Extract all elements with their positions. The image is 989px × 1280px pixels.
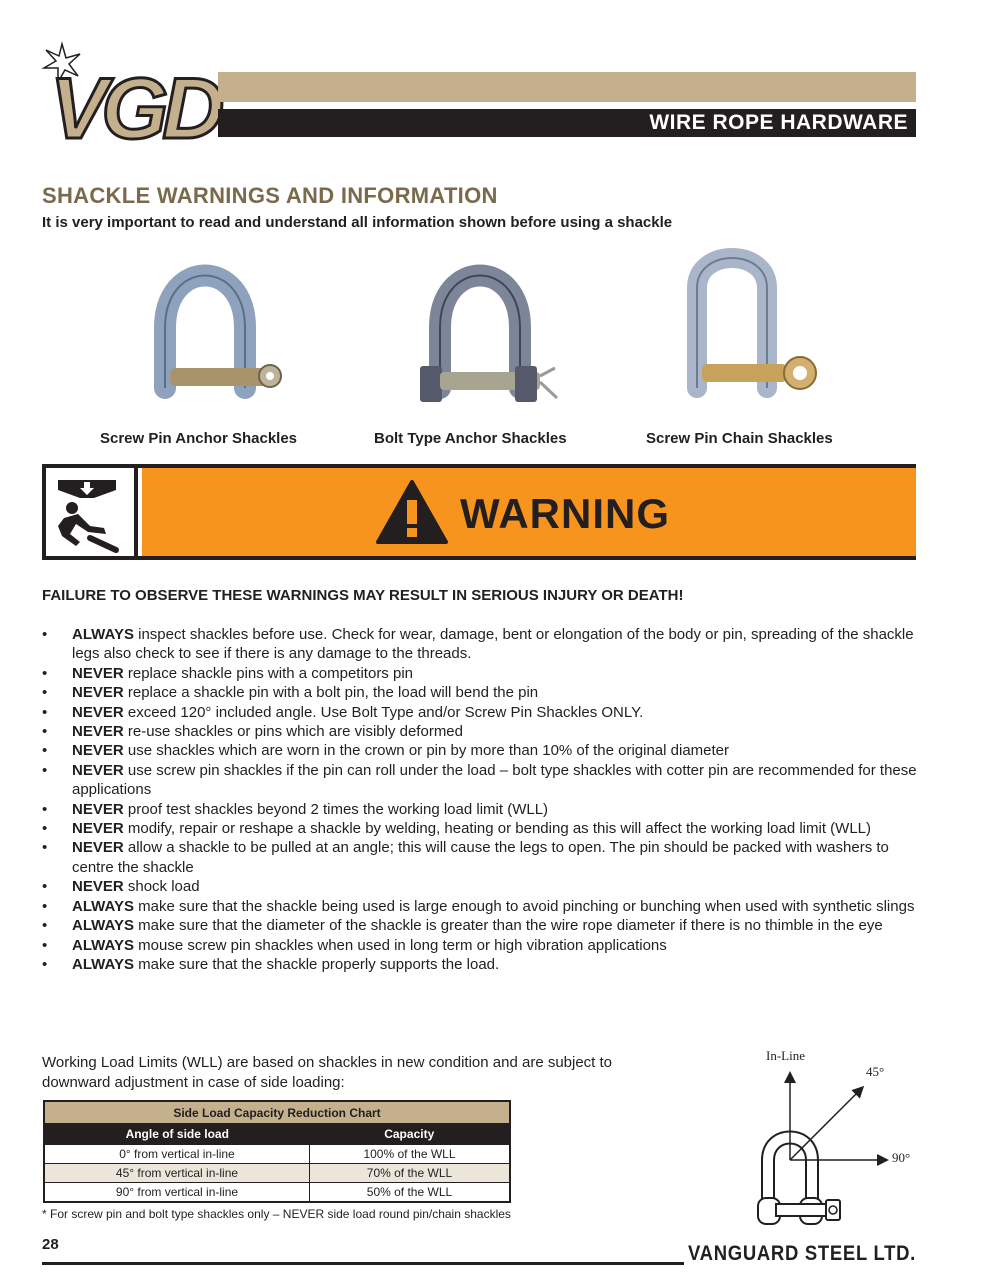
header-title: WIRE ROPE HARDWARE: [649, 111, 908, 134]
table-cell-capacity: 100% of the WLL: [309, 1144, 509, 1163]
warning-item: [42, 761, 922, 800]
warning-text: inspect shackles before use. Check for wear, damage, bent or elongation of the body or pin, spreading of the shackle legs also check to see if there is any damage to the threads.: [72, 626, 914, 663]
section-subtitle: It is very important to read and understand all information shown before using a shackle: [42, 214, 673, 231]
warning-banner: [42, 464, 916, 560]
warning-keyword: NEVER: [72, 839, 124, 857]
warning-text: replace shackle pins with a competitors pin: [123, 664, 413, 682]
warning-text: replace a shackle pin with a bolt pin, the load will bend the pin: [123, 684, 539, 702]
warning-keyword: ALWAYS: [72, 955, 134, 973]
warning-item: [42, 897, 922, 916]
table-cell-angle: 45° from vertical in-line: [45, 1163, 309, 1182]
warning-text: re-use shackles or pins which are visibly deformed: [123, 723, 463, 741]
diagram-label-45: 45°: [866, 1064, 885, 1079]
warning-text: shock load: [123, 878, 200, 896]
product-label-bolt-type-anchor: Bolt Type Anchor Shackles: [374, 430, 567, 447]
table-header-angle: Angle of side load: [45, 1124, 309, 1144]
warning-word: WARNING: [460, 490, 670, 537]
warning-item: [42, 916, 922, 935]
warning-item: [42, 741, 922, 760]
table-row: [45, 1163, 509, 1182]
warning-keyword: NEVER: [72, 664, 124, 682]
warning-item: [42, 955, 922, 974]
failure-statement: FAILURE TO OBSERVE THESE WARNINGS MAY RESULT IN SERIOUS INJURY OR DEATH!: [42, 587, 684, 604]
bolt-type-anchor-shackle-icon: [405, 248, 565, 418]
warning-item: [42, 877, 922, 896]
warning-text: use shackles which are worn in the crown or pin by more than 10% of the original diameter: [123, 742, 729, 760]
table-row: [45, 1182, 509, 1201]
warning-keyword: ALWAYS: [72, 936, 134, 954]
vgd-logo: [40, 42, 219, 157]
header-tan-band: [218, 72, 916, 102]
warning-keyword: NEVER: [72, 703, 124, 721]
warnings-list: [42, 625, 922, 974]
side-load-angle-diagram: [740, 1040, 940, 1230]
shackle-outline-icon: [758, 1132, 840, 1225]
warning-text: proof test shackles beyond 2 times the working load limit (WLL): [123, 800, 549, 818]
falling-load-hazard-icon: [46, 468, 138, 556]
page-number: 28: [42, 1236, 59, 1253]
exclamation-triangle-icon: [376, 480, 448, 549]
warning-text: modify, repair or reshape a shackle by welding, heating or bending as this will affect the working load limit (WLL): [123, 820, 871, 838]
wll-intro-text: Working Load Limits (WLL) are based on shackles in new condition and are subject to downward adjustment in case of side loading:: [42, 1054, 613, 1091]
footer-brand: VANGUARD STEEL LTD.: [688, 1242, 916, 1265]
warning-keyword: NEVER: [72, 800, 124, 818]
header-title-band: [218, 109, 916, 137]
table-cell-capacity: 50% of the WLL: [309, 1182, 509, 1201]
logo-wordmark: VGD: [50, 61, 219, 157]
diagram-arrow-45: [790, 1088, 862, 1160]
warning-item: [42, 838, 922, 877]
table-cell-angle: 0° from vertical in-line: [45, 1144, 309, 1163]
warning-keyword: ALWAYS: [72, 917, 134, 935]
warning-keyword: NEVER: [72, 820, 124, 838]
warning-text: allow a shackle to be pulled at an angle; this will cause the legs to open. The pin should be packed with washers to centre the shackle: [72, 839, 889, 876]
warning-keyword: NEVER: [72, 742, 124, 760]
table-cell-capacity: 70% of the WLL: [309, 1163, 509, 1182]
warning-item: [42, 936, 922, 955]
warning-keyword: NEVER: [72, 723, 124, 741]
screw-pin-chain-shackle-icon: [672, 248, 832, 418]
warning-item: [42, 819, 922, 838]
warning-item: [42, 722, 922, 741]
product-label-screw-pin-chain: Screw Pin Chain Shackles: [646, 430, 833, 447]
warning-keyword: NEVER: [72, 684, 124, 702]
warning-orange-panel: [142, 468, 916, 556]
warning-keyword: ALWAYS: [72, 626, 134, 643]
warning-item: [42, 703, 922, 722]
product-label-screw-pin-anchor: Screw Pin Anchor Shackles: [100, 430, 298, 447]
side-load-table: [43, 1100, 511, 1203]
screw-pin-anchor-shackle-icon: [130, 248, 290, 418]
warning-item: [42, 683, 922, 702]
warning-text: exceed 120° included angle. Use Bolt Type and/or Screw Pin Shackles ONLY.: [123, 703, 644, 721]
table-row: [45, 1144, 509, 1163]
section-title: SHACKLE WARNINGS AND INFORMATION: [42, 183, 498, 208]
diagram-label-inline: In-Line: [766, 1048, 805, 1063]
table-header-capacity: Capacity: [309, 1124, 509, 1144]
warning-item: [42, 625, 922, 664]
warning-item: [42, 664, 922, 683]
warning-text: use screw pin shackles if the pin can roll under the load – bolt type shackles with cotter pin are recommended for these applications: [72, 761, 917, 799]
warning-keyword: NEVER: [72, 878, 124, 896]
warning-text: make sure that the shackle properly supports the load.: [133, 955, 500, 973]
warning-text: make sure that the shackle being used is large enough to avoid pinching or bunching when used with synthetic slings: [133, 897, 915, 915]
diagram-label-90: 90°: [892, 1150, 911, 1165]
warning-text: mouse screw pin shackles when used in long term or high vibration applications: [133, 936, 667, 954]
footer-rule: [42, 1262, 684, 1265]
table-footnote: * For screw pin and bolt type shackles only – NEVER side load round pin/chain shackles: [42, 1207, 511, 1221]
warning-text: make sure that the diameter of the shackle is greater than the wire rope diameter if there is no thimble in the eye: [133, 917, 883, 935]
warning-keyword: NEVER: [72, 761, 124, 779]
warning-keyword: ALWAYS: [72, 897, 134, 915]
table-caption: Side Load Capacity Reduction Chart: [45, 1102, 509, 1124]
table-cell-angle: 90° from vertical in-line: [45, 1182, 309, 1201]
warning-item: [42, 800, 922, 819]
